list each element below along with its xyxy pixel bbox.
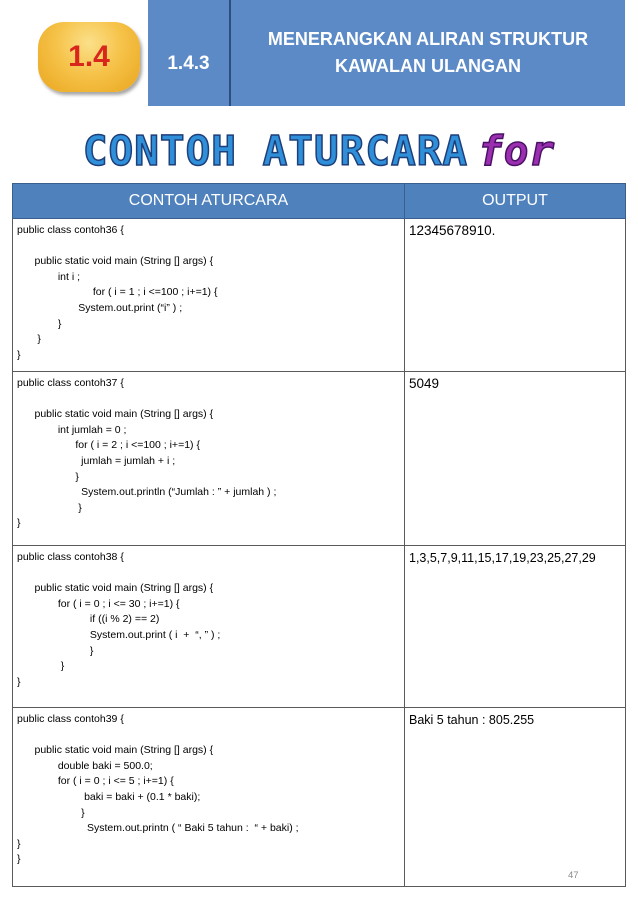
program-output: 5049 <box>409 376 440 391</box>
program-code: public class contoh37 { public static void main (String [] args) { int jumlah = 0 ; for ( i = 2 ; i <=100 ; i+=1) { jumlah = jumlah + i ; } System.out.println (“Jumlah : ” + jumlah ) ; } } <box>17 377 277 530</box>
output-cell <box>405 546 626 708</box>
program-table <box>12 183 626 887</box>
program-code: public class contoh36 { public static void main (String [] args) { int i ; for ( i = 1 ; i <=100 ; i+=1) { System.out.print (“i” ) ; } } } <box>17 224 218 361</box>
output-cell <box>405 219 626 372</box>
page-number: 47 <box>568 870 579 881</box>
header-title: MENERANGKAN ALIRAN STRUKTUR KAWALAN ULANGAN <box>267 29 589 76</box>
program-output: 12345678910. <box>409 223 496 238</box>
table-header-row <box>13 184 626 219</box>
page-title-main: CONTOH ATURCARA <box>82 127 469 175</box>
code-cell <box>13 546 405 708</box>
code-cell <box>13 219 405 372</box>
header-banner <box>148 0 625 106</box>
page-title <box>0 126 638 176</box>
subsection-number: 1.4.3 <box>148 0 231 106</box>
section-badge-label: 1.4 <box>68 40 110 73</box>
program-code: public class contoh38 { public static void main (String [] args) { for ( i = 0 ; i <= 30 ; i+=1) { if ((i % 2) == 2) System.out.print ( i + “, ” ) ; } } } <box>17 551 221 688</box>
column-header-program: CONTOH ATURCARA <box>13 184 405 219</box>
code-cell <box>13 372 405 546</box>
output-cell <box>405 708 626 887</box>
program-output: 1,3,5,7,9,11,15,17,19,23,25,27,29 <box>409 551 596 565</box>
section-badge <box>38 22 140 92</box>
code-cell <box>13 708 405 887</box>
page-title-keyword: for <box>478 127 556 175</box>
table-row <box>13 372 626 546</box>
output-cell <box>405 372 626 546</box>
program-output: Baki 5 tahun : 805.255 <box>409 713 535 727</box>
program-code: public class contoh39 { public static void main (String [] args) { double baki = 500.0; for ( i = 0 ; i <= 5 ; i+=1) { baki = baki + (0.1 * baki); } System.out.printn ( “ Baki 5 tahun : “ + baki) ; } } <box>17 713 299 866</box>
table-row <box>13 219 626 372</box>
table-row <box>13 708 626 887</box>
table-row <box>13 546 626 708</box>
column-header-output: OUTPUT <box>405 184 626 219</box>
